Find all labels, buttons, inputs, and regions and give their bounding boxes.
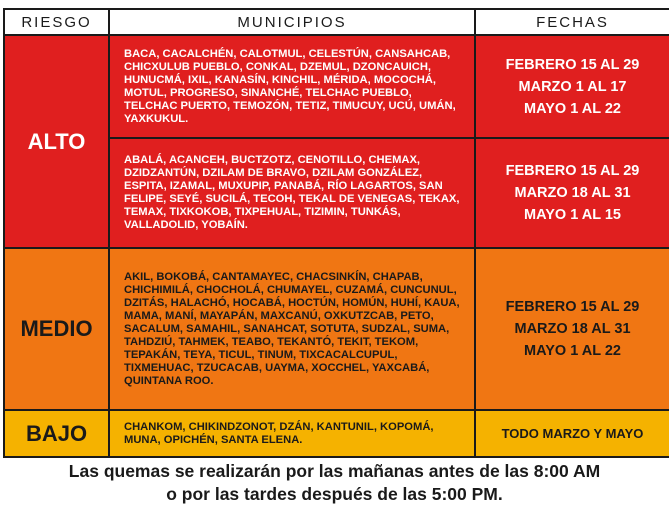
risk-level-bajo: BAJO — [4, 410, 109, 457]
dates-bajo: TODO MARZO Y MAYO — [475, 410, 669, 457]
municipalities-medio: AKIL, BOKOBÁ, CANTAMAYEC, CHACSINKÍN, CHAPAB, CHICHIMILÁ, CHOCHOLÁ, CHUMAYEL, CUZAMÁ, CUNCUNUL, DZITÁS, HALACHÓ, HOCABÁ, HOCTÚN, HOMÚN, HUHÍ, KAUA, MAMA, MANÍ, MAYAPÁN, MAXCANÚ, OXKUTZCAB, PETO, SACALUM, SAMAHIL, SANAHCAT, SOTUTA, SUDZAL, SUMA, TAHDZIÚ, TAHMEK, TEABO, TEKANTÓ, TEKIT, TEKOM, TEPAKÁN, TEYA, TICUL, TINUM, TIXCACALCUPUL, TIXMEHUAC, TZUCACAB, UAYMA, XOCCHEL, YAXCABÁ, QUINTANA ROO. — [109, 248, 475, 410]
municipalities-bajo: CHANKOM, CHIKINDZONOT, DZÁN, KANTUNIL, KOPOMÁ, MUNA, OPICHÉN, SANTA ELENA. — [109, 410, 475, 457]
risk-level-alto: ALTO — [4, 35, 109, 248]
date-line: MAYO 1 AL 22 — [524, 343, 621, 359]
dates-medio — [475, 248, 669, 410]
date-line: FEBRERO 15 AL 29 — [505, 163, 640, 179]
date-line: FEBRERO 15 AL 29 — [505, 299, 640, 315]
date-line: FEBRERO 15 AL 29 — [505, 56, 640, 73]
header-dates: FECHAS — [475, 9, 669, 35]
dates-alto-group-2 — [475, 138, 669, 248]
footer-line-2: o por las tardes después de las 5:00 PM. — [166, 484, 503, 504]
table-header-row — [4, 9, 669, 35]
municipalities-alto-group-2: ABALÁ, ACANCEH, BUCTZOTZ, CENOTILLO, CHEMAX, DZIDZANTÚN, DZILAM DE BRAVO, DZILAM GONZÁLEZ, ESPITA, IZAMAL, MUXUPIP, PANABÁ, RÍO LAGARTOS, SAN FELIPE, SEYÉ, SUCILÁ, TECOH, TEKAL DE VENEGAS, TEKAX, TEMAX, TIXKOKOB, TIXPEHUAL, TIZIMIN, TUNKÁS, VALLADOLID, YOBAÍN. — [109, 138, 475, 248]
footer-note — [0, 460, 669, 506]
date-line: MARZO 18 AL 31 — [514, 185, 631, 201]
date-line: MARZO 18 AL 31 — [514, 321, 631, 337]
risk-level-medio: MEDIO — [4, 248, 109, 410]
municipalities-alto-group-1: BACA, CACALCHÉN, CALOTMUL, CELESTÚN, CANSAHCAB, CHICXULUB PUEBLO, CONKAL, DZEMUL, DZONCAUICH, HUNUCMÁ, IXIL, KANASÍN, KINCHIL, MÉRIDA, MOCOCHÁ, MOTUL, PROGRESO, SINANCHÉ, TELCHAC PUEBLO, TELCHAC PUERTO, TEMOZÓN, TETIZ, TIMUCUY, UCÚ, UMÁN, YAXKUKUL. — [109, 35, 475, 138]
header-risk: RIESGO — [4, 9, 109, 35]
table-row — [4, 410, 669, 457]
risk-table — [3, 8, 669, 458]
dates-alto-group-1 — [475, 35, 669, 138]
date-line: MAYO 1 AL 22 — [524, 100, 621, 117]
date-line: MAYO 1 AL 15 — [524, 207, 621, 223]
header-municipalities: MUNICIPIOS — [109, 9, 475, 35]
footer-line-1: Las quemas se realizarán por las mañanas antes de las 8:00 AM — [68, 461, 601, 481]
table-row — [4, 35, 669, 138]
date-line: MARZO 1 AL 17 — [518, 78, 627, 95]
table-row — [4, 248, 669, 410]
